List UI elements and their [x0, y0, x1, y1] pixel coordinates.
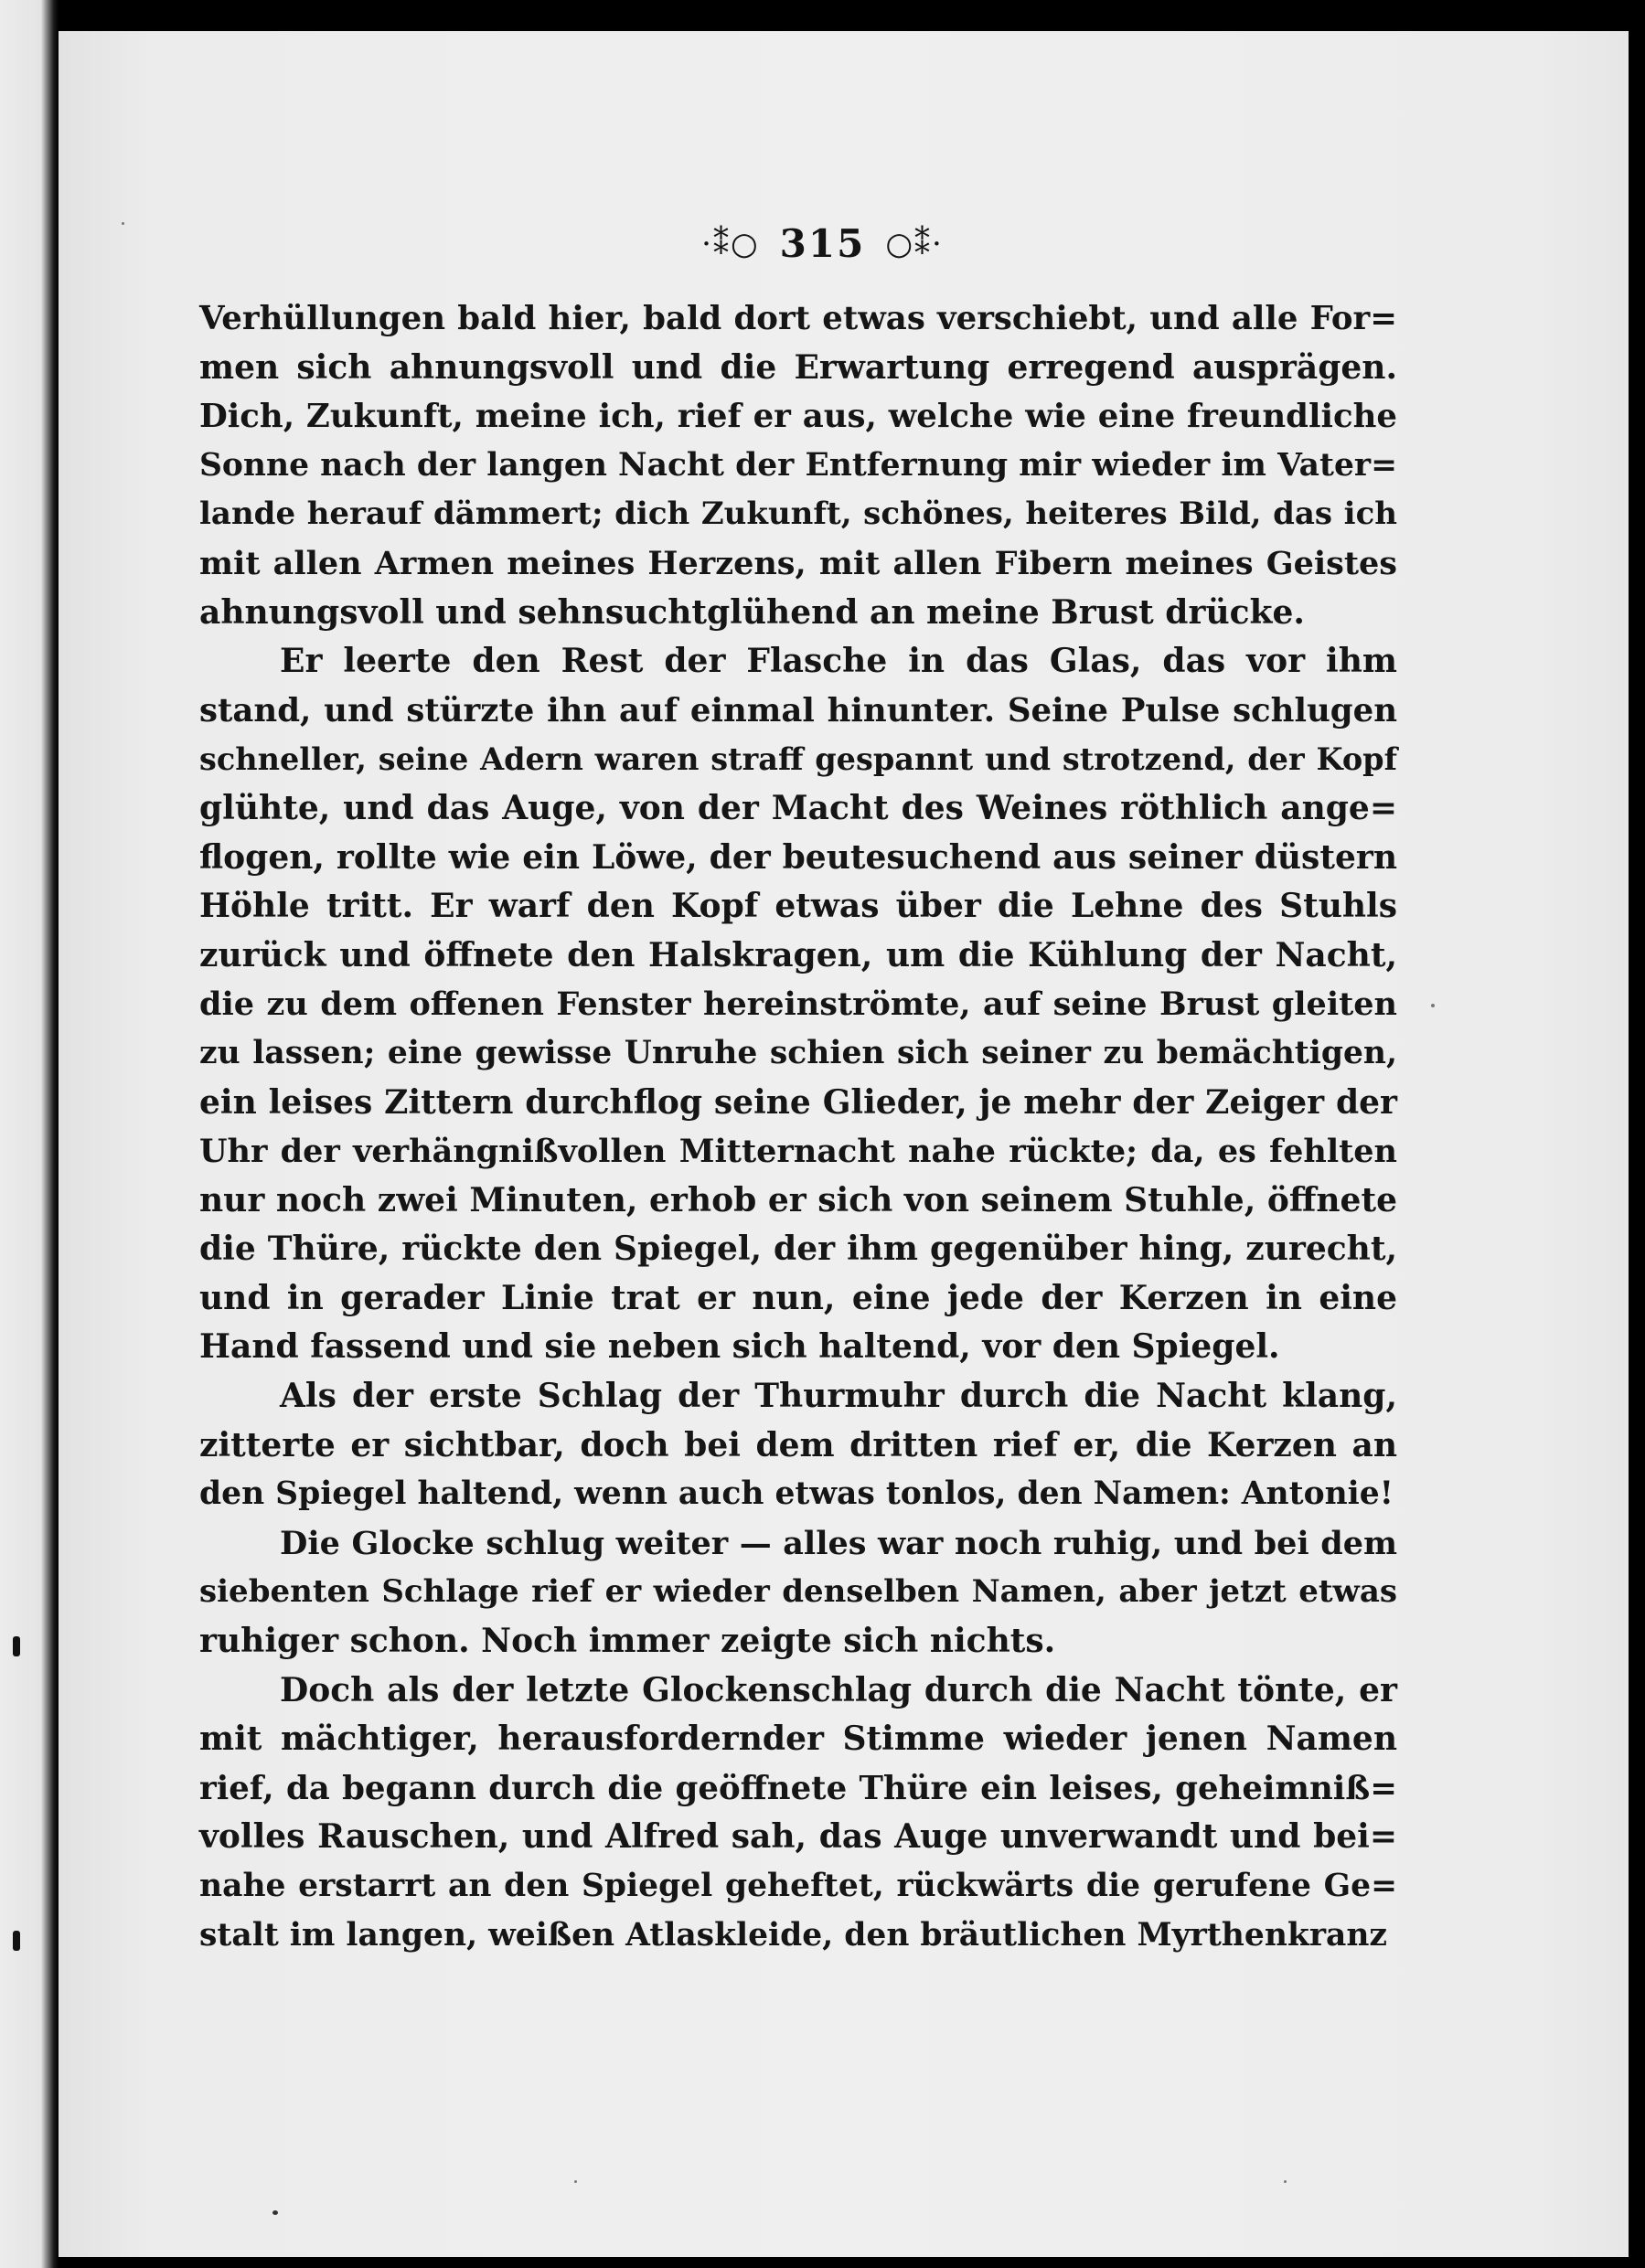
- paragraph: [199, 294, 1397, 637]
- text-line: zurück und öffnete den Halskragen, um die Kühlung der Nacht,: [199, 935, 1397, 974]
- paper-speck: [574, 2180, 577, 2183]
- text-line: die Thüre, rückte den Spiegel, der ihm gegenüber hing, zurecht,: [199, 1230, 1397, 1269]
- text-line: zu lassen; eine gewisse Unruhe schien sich seiner zu bemächtigen,: [199, 1034, 1397, 1071]
- header-ornament-left: ·⁑○: [701, 226, 760, 262]
- text-line: men sich ahnungsvoll und die Erwartung erregend ausprägen.: [199, 347, 1397, 387]
- text-line: Höhle tritt. Er warf den Kopf etwas über die Lehne des Stuhls: [199, 887, 1397, 926]
- text-line: nur noch zwei Minuten, erhob er sich von seinem Stuhle, öffnete: [199, 1180, 1397, 1219]
- paragraph: [199, 637, 1397, 1372]
- text-line: ahnungsvoll und sehnsuchtglühend an meine Brust drücke.: [199, 592, 1305, 632]
- text-line: und in gerader Linie trat er nun, eine jede der Kerzen in eine: [199, 1278, 1397, 1317]
- binding-mark: [13, 1931, 20, 1951]
- text-line: mit mächtiger, herausfordernder Stimme wieder jenen Namen: [199, 1720, 1397, 1759]
- text-line: nahe erstarrt an den Spiegel geheftet, rückwärts die gerufene Ge=: [199, 1868, 1397, 1904]
- paper-speck: [1431, 1004, 1435, 1007]
- text-line: zitterte er sichtbar, doch bei dem dritten rief er, die Kerzen an: [199, 1425, 1397, 1464]
- text-line: Uhr der verhängnißvollen Mitternacht nahe rückte; da, es fehlten: [199, 1133, 1397, 1171]
- text-line: rief, da begann durch die geöffnete Thüre ein leises, geheimniß=: [199, 1769, 1397, 1807]
- text-line: die zu dem offenen Fenster hereinströmte, auf seine Brust gleiten: [199, 985, 1397, 1024]
- text-line: Hand fassend und sie neben sich haltend, vor den Spiegel.: [199, 1327, 1280, 1367]
- text-line: flogen, rollte wie ein Löwe, der beutesuchend aus seiner düstern: [199, 837, 1397, 877]
- text-line: ein leises Zittern durchflog seine Glieder, je mehr der Zeiger der: [199, 1082, 1397, 1122]
- paragraph: [199, 1666, 1397, 1961]
- text-line: ruhiger schon. Noch immer zeigte sich nichts.: [199, 1622, 1056, 1661]
- text-line: Die Glocke schlug weiter — alles war noch ruhig, und bei dem: [280, 1524, 1397, 1562]
- page-number: 315: [779, 221, 866, 266]
- text-line: stalt im langen, weißen Atlaskleide, den bräutlichen Myrthenkranz: [199, 1916, 1388, 1954]
- text-line: glühte, und das Auge, von der Macht des Weines röthlich ange=: [199, 788, 1397, 827]
- page-header: [0, 221, 1645, 266]
- text-line: den Spiegel haltend, wenn auch etwas tonlos, den Namen: Antonie!: [199, 1475, 1394, 1513]
- header-ornament-right: ○⁑·: [885, 226, 944, 262]
- text-line: Sonne nach der langen Nacht der Entfernung mir wieder im Vater=: [199, 446, 1397, 484]
- text-line: stand, und stürzte ihn auf einmal hinunter. Seine Pulse schlugen: [199, 691, 1397, 729]
- paragraph: [199, 1519, 1397, 1666]
- text-line: Als der erste Schlag der Thurmuhr durch die Nacht klang,: [280, 1377, 1397, 1416]
- text-line: lande herauf dämmert; dich Zukunft, schönes, heiteres Bild, das ich: [199, 495, 1397, 533]
- text-line: volles Rauschen, und Alfred sah, das Auge unverwandt und bei=: [199, 1817, 1397, 1857]
- text-line: Doch als der letzte Glockenschlag durch die Nacht tönte, er: [280, 1670, 1397, 1709]
- paper-speck: [272, 2210, 278, 2215]
- text-line: schneller, seine Adern waren straff gespannt und strotzend, der Kopf: [199, 741, 1397, 778]
- paragraph: [199, 1372, 1397, 1519]
- text-line: Er leerte den Rest der Flasche in das Glas, das vor ihm: [280, 642, 1397, 681]
- body-text: [199, 294, 1397, 1960]
- text-line: siebenten Schlage rief er wieder denselben Namen, aber jetzt etwas: [199, 1573, 1397, 1611]
- paper-speck: [1284, 2180, 1287, 2183]
- text-line: Dich, Zukunft, meine ich, rief er aus, welche wie eine freundliche: [199, 398, 1397, 436]
- text-line: Verhüllungen bald hier, bald dort etwas verschiebt, und alle For=: [199, 300, 1397, 337]
- text-line: mit allen Armen meines Herzens, mit allen Fibern meines Geistes: [199, 544, 1397, 582]
- page-left-edge: [0, 0, 59, 2268]
- binding-mark: [13, 1636, 20, 1656]
